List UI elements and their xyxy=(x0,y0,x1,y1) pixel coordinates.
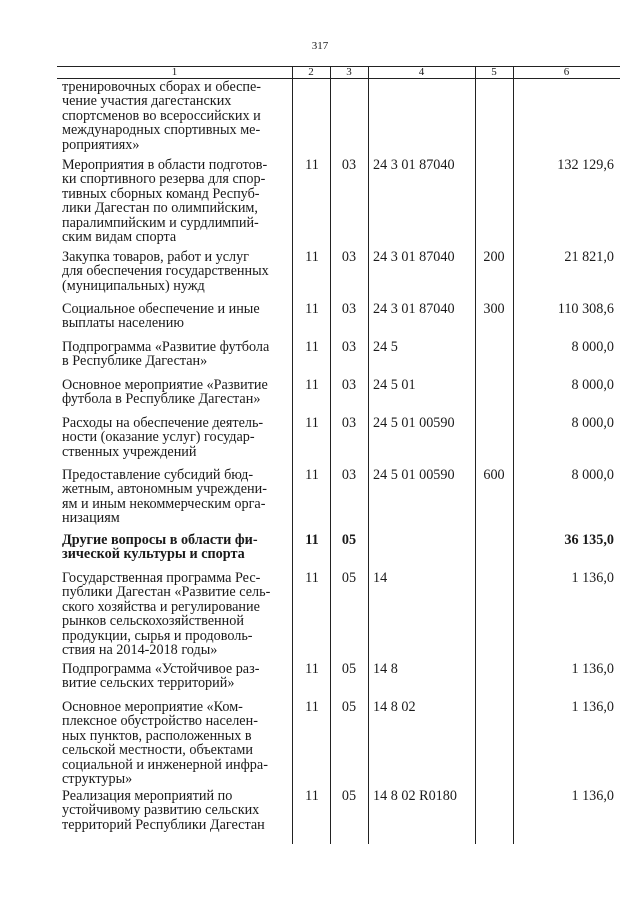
row-subsection: 05 xyxy=(341,570,357,586)
row-subsection: 03 xyxy=(341,377,357,393)
row-target-code: 14 8 02 R0180 xyxy=(373,788,457,804)
row-section: 11 xyxy=(305,249,319,265)
row-section: 11 xyxy=(305,301,319,317)
row-subsection: 05 xyxy=(341,788,357,804)
column-header-6: 6 xyxy=(563,66,570,78)
row-amount: 8 000,0 xyxy=(571,377,614,393)
row-expense-type: 300 xyxy=(483,301,505,317)
row-amount: 132 129,6 xyxy=(557,157,614,173)
row-section: 11 xyxy=(305,570,319,586)
column-rule-3 xyxy=(368,66,369,844)
row-name: Предоставление субсидий бюд- жетным, автономным учреждени- ям и иным некоммерческим орга- низациям xyxy=(62,467,267,527)
row-target-code: 24 3 01 87040 xyxy=(373,301,455,317)
column-header-1: 1 xyxy=(171,66,178,78)
row-target-code: 24 3 01 87040 xyxy=(373,249,455,265)
row-name: Мероприятия в области подготов- ки спортивного резерва для спор- тивных сборных команд Респуб- лики Дагестан по олимпийским, паралимпийским и сурдлимпий- ским видам спорта xyxy=(62,157,268,246)
row-amount: 8 000,0 xyxy=(571,415,614,431)
row-target-code: 24 5 01 00590 xyxy=(373,467,455,483)
column-rule-5 xyxy=(513,66,514,844)
row-target-code: 24 5 01 xyxy=(373,377,416,393)
row-name: Закупка товаров, работ и услуг для обеспечения государственных (муниципальных) нужд xyxy=(62,249,269,294)
row-section: 11 xyxy=(305,467,319,483)
row-section: 11 xyxy=(305,377,319,393)
row-amount: 36 135,0 xyxy=(564,532,614,548)
column-header-5: 5 xyxy=(491,66,497,78)
row-name: Подпрограмма «Устойчивое раз- витие сельских территорий» xyxy=(62,661,260,692)
row-subsection: 05 xyxy=(341,699,357,715)
row-section: 11 xyxy=(305,788,319,804)
row-target-code: 24 5 01 00590 xyxy=(373,415,455,431)
row-name: тренировочных сборах и обеспе- чение участия дагестанских спортсменов во всероссийских и международных спортивных ме- роприятиях» xyxy=(62,79,262,153)
budget-table xyxy=(57,66,620,844)
row-target-code: 24 3 01 87040 xyxy=(373,157,455,173)
row-expense-type: 200 xyxy=(483,249,505,265)
row-name: Расходы на обеспечение деятель- ности (оказание услуг) государ- ственных учреждений xyxy=(62,415,264,460)
page-number: 317 xyxy=(311,40,329,52)
row-amount: 8 000,0 xyxy=(571,339,614,355)
row-section: 11 xyxy=(305,532,319,548)
column-rule-4 xyxy=(475,66,476,844)
row-subsection: 05 xyxy=(341,532,357,548)
row-amount: 1 136,0 xyxy=(571,570,614,586)
row-section: 11 xyxy=(305,661,319,677)
row-subsection: 05 xyxy=(341,661,357,677)
row-subsection: 03 xyxy=(341,415,357,431)
column-rule-2 xyxy=(330,66,331,844)
row-subsection: 03 xyxy=(341,467,357,483)
column-header-2: 2 xyxy=(308,66,314,78)
row-subsection: 03 xyxy=(341,157,357,173)
row-name: Государственная программа Рес- публики Дагестан «Развитие сель- ского хозяйства и регулирование рынков сельскохозяйственной продукции, сырья и продоволь- ствия на 2014-2018 годы» xyxy=(62,570,271,659)
row-name: Основное мероприятие «Развитие футбола в Республике Дагестан» xyxy=(62,377,268,408)
row-expense-type: 600 xyxy=(483,467,505,483)
row-name: Основное мероприятие «Ком- плексное обустройство населен- ных пунктов, расположенных в сельской местности, объектами социальной и инженерной инфра- структуры» xyxy=(62,699,268,788)
row-name: Подпрограмма «Развитие футбола в Республике Дагестан» xyxy=(62,339,270,370)
row-section: 11 xyxy=(305,699,319,715)
row-target-code: 14 8 xyxy=(373,661,398,677)
row-amount: 110 308,6 xyxy=(557,301,614,317)
row-name: Социальное обеспечение и иные выплаты населению xyxy=(62,301,260,332)
row-amount: 8 000,0 xyxy=(571,467,614,483)
row-section: 11 xyxy=(305,339,319,355)
row-subsection: 03 xyxy=(341,339,357,355)
row-name: Другие вопросы в области фи- зической культуры и спорта xyxy=(62,532,258,563)
row-amount: 1 136,0 xyxy=(571,788,614,804)
column-rule-1 xyxy=(292,66,293,844)
row-target-code: 14 xyxy=(373,570,388,586)
row-target-code: 14 8 02 xyxy=(373,699,416,715)
row-amount: 1 136,0 xyxy=(571,699,614,715)
row-name: Реализация мероприятий по устойчивому развитию сельских территорий Республики Дагестан xyxy=(62,788,265,833)
row-amount: 21 821,0 xyxy=(564,249,614,265)
row-section: 11 xyxy=(305,415,319,431)
row-target-code: 24 5 xyxy=(373,339,398,355)
column-header-4: 4 xyxy=(418,66,425,78)
row-subsection: 03 xyxy=(341,249,357,265)
row-subsection: 03 xyxy=(341,301,357,317)
row-amount: 1 136,0 xyxy=(571,661,614,677)
row-section: 11 xyxy=(305,157,319,173)
column-header-3: 3 xyxy=(346,66,352,78)
